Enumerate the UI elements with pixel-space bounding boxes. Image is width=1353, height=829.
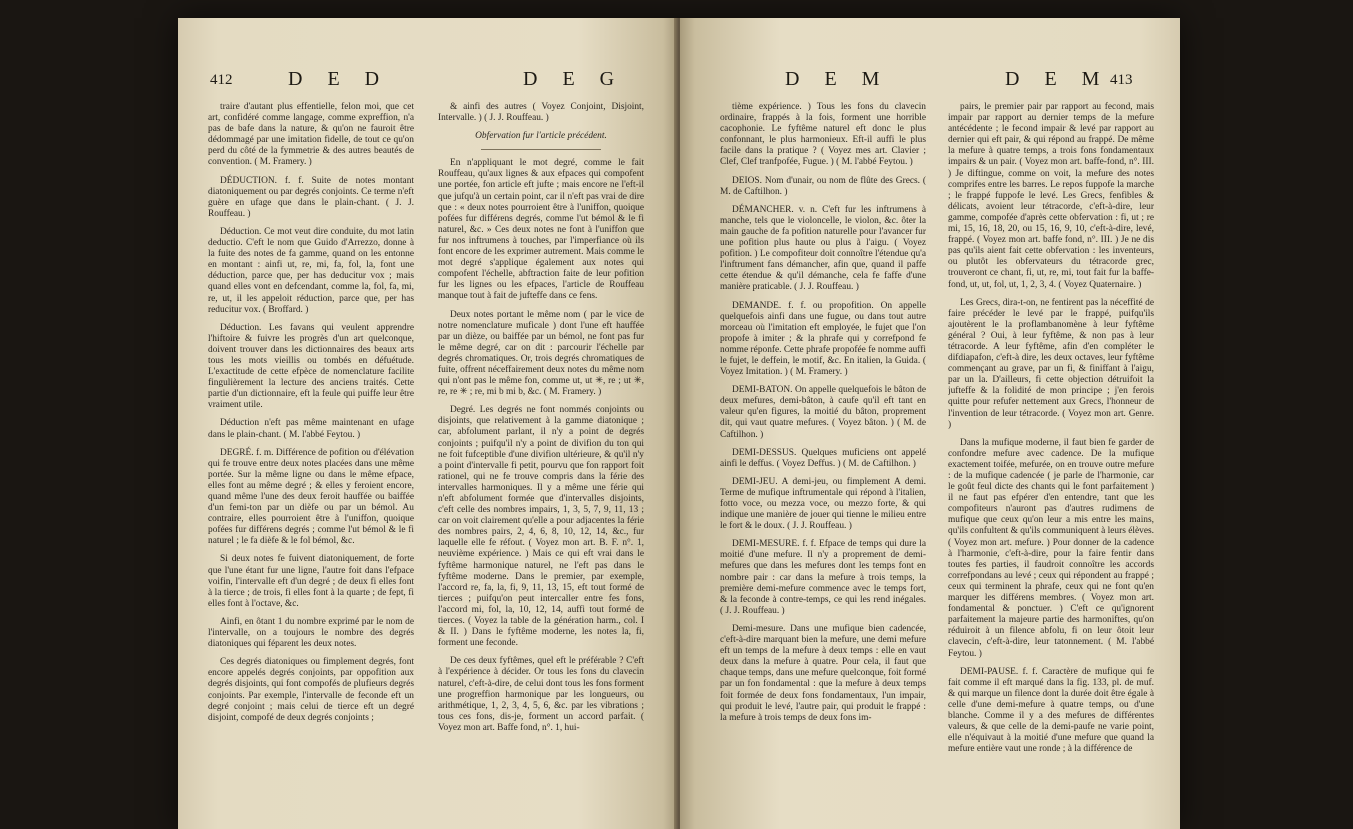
paragraph: & ainfi des autres ( Voyez Conjoint, Disjoint, Intervalle. ) ( J. J. Rouffeau. ) (438, 102, 644, 124)
paragraph: DEGRÉ. f. m. Différence de pofition ou d'élévation qui fe trouve entre deux notes placées dans une même portée. Sur la même ligne ou dans le même efpace, elles font au même degré ; & elles y feroient encore, quand même l'une des deux feroit hauffée ou baiffée d'un femi-ton par un dièfe ou par un bémol. Au contraire, elles pourroient être à l'uniffon, quoique pofées fur différens degrés ; comme l'ut bémol & le fi naturel ; le fa dièfe & le fol bémol, &c. (208, 447, 414, 547)
page-number: 413 (1110, 72, 1133, 88)
paragraph: De ces deux fyftêmes, quel eft le préférable ? C'eft à l'expérience à décider. Or tous les fons du clavecin naturel, c'eft-à-dire, de celui dont tous les fons forment une progreffion harmonique par les longueurs, ou arithmétique, 1, 2, 3, 4, 5, 6, &c. par les vibrations ; tous ces fons, dis-je, forment un accord parfait. ( Voyez mon art. Baffe fond, n°. 1, hui- (438, 656, 644, 733)
paragraph: Déduction. Ce mot veut dire conduite, du mot latin deductio. C'eft le nom que Guido d'Arrezzo, donne à la fuite des notes de fa gamme, quand on les entonne en montant : ainfi ut, re, mi, fa, fol, la, font une déduction, parce que, per has deducitur vox ; mais quand elles vont en defcendant, comme la, fol, fa, mi, re, ut, il les appeloit réduction, parce que, per has reducitur vox. ( Broffard. ) (208, 226, 414, 315)
paragraph: Ainfi, en ôtant 1 du nombre exprimé par le nom de l'intervalle, on a toujours le nombre des degrés diatoniques qui féparent les deux notes. (208, 616, 414, 650)
running-head-right: D E G (523, 68, 625, 90)
paragraph: DEMI-BATON. On appelle quelquefois le bâton de deux mefures, demi-bâton, à caufe qu'il eft tant en valeur qu'en figures, la moitié du bâton, proprement dit, qui vaut quatre mefures. ( Voyez bâton. ) ( M. de Caftilhon. ) (720, 385, 926, 440)
right-page-header (680, 68, 1180, 94)
paragraph: DEMI-JEU. A demi-jeu, ou fimplement A demi. Terme de mufique inftrumentale qui répond à l'italien, fotto voce, ou mezza voce, ou mezzo forte, & qui indique une manière de jouer qui tienne le milieu entre le fort & le doux. ( J. J. Rouffeau. ) (720, 476, 926, 532)
page-number: 412 (210, 72, 233, 88)
paragraph: Ces degrés diatoniques ou fimplement degrés, font encore appelés degrés conjoints, par oppofition aux degrés disjoints, qui font compofés de plufieurs degrés conjoints. Par exemple, l'intervalle de feconde eft un degré conjoint ; mais celui de tierce eft un degré disjoint, compofé de deux degrés conjoints ; (208, 657, 414, 723)
paragraph: Degré. Les degrés ne font nommés conjoints ou disjoints, que relativement à la gamme diatonique ; car, abfolument parlant, il n'y a point de degrés conjoints ; puifqu'il n'y a point de divifion du ton qui ne foit fufceptible d'une divifion ultérieure, & qu'il n'y a point d'intervalle fi petit, pourvu que fon rapport foit rationel, qui ne fe trouve compris dans la férie des intervalles harmoniques. Il y a même une férie qui n'eft abfolument formée que d'intervalles disjoints, c'eft celle des nombres impairs, 1, 3, 5, 7, 9, 11, 13 ; car on voit clairement qu'elle a pour adjacentes la férie des nombres pairs, 2, 4, 6, 8, 10, 12, 14, &c., fur laquelle elle fe réfout. ( Voyez mon art. B. F. n°. 1, neuvième expérience. ) Mais ce qui eft vrai dans le fyftême harmonique naturel, ne l'eft pas dans le fyftême moderne. Dans le premier, par exemple, l'accord re, fa, la, fi, 9, 11, 13, 15, eft tout formé de tierces ; puifqu'on peut intercaller entre fes fons, l'accord mi, fol, la, 10, 12, 14, auffi tout formé de tierces. ( Voyez la table de la génération harm., col. I & II. ) Dans le fyftême moderne, les notes la, fi, forment une feconde. (438, 405, 644, 649)
paragraph: tième expérience. ) Tous les fons du clavecin ordinaire, frappés à la fois, forment une horrible cacophonie. Le fyftême naturel eft donc le plus confonnant, le plus harmonieux. Eft-il auffi le plus facile dans la pratique ? ( Voyez mes art. Clavier ; Clef, Clef tranfpofée, Fugue. ) ( M. l'abbé Feytou. ) (720, 102, 926, 168)
paragraph: Déduction n'eft pas même maintenant en ufage dans le plain-chant. ( M. l'abbé Feytou. ) (208, 418, 414, 440)
divider (481, 149, 601, 150)
paragraph: DÉDUCTION. f. f. Suite de notes montant diatoniquement ou par degrés conjoints. Ce terme n'eft guère en ufage que dans le plain-chant. ( J. J. Rouffeau. ) (208, 175, 414, 219)
paragraph: Les Grecs, dira-t-on, ne fentirent pas la néceffité de faire précéder le levé par le frappé, puifqu'ils ajoutèrent le la proflambanomène à leur fyftême général ? Oui, à leur fyftême, & non pas à leur tétracorde. A leur fyftême, afin d'en compléter le difdiapafon, c'eft-à dire, les deux octaves, leur fyftême commençant au grave, par un fi, & finiffant à l'aigu, par un la. D'ailleurs, fi cette objection détruifoit la jufteffe & la folidité de mon principe ; j'en ferois quitte pour refufer nettement aux Grecs, l'honneur de l'invention de leur tétracorde. ( Voyez mon art. Genre. ) (948, 297, 1154, 430)
book-spread (178, 18, 1180, 829)
paragraph: DÉMANCHER. v. n. C'eft fur les inftrumens à manche, tels que le violoncelle, le violon, &c. ôter la main gauche de fa pofition naturelle pour l'avancer fur une pofition plus haute ou plus à l'aigu. ( Voyez pofition. ) Le compofiteur doit connoître l'étendue qu'a l'inftrument fans démancher, afin que, quand il paffe cette étendue & qu'il démanche, cela fe faffe d'une manière praticable. ( J. J. Rouffeau. ) (720, 204, 926, 293)
paragraph: pairs, le premier pair par rapport au fecond, mais impair par rapport au dernier temps de la mefure antécédente ; le fecond impair & levé par rapport au dernier qui eft pair, & qui répond au frappé. De même la mefure à quatre temps, a trois fons fondamentaux impairs & un pair. ( Voyez mon art. baffe-fond, n°. III. ) Je diftingue, comme on voit, la mefure des notes comprifes entre les barres. Le repos fuppofe la marche ; le frappé fuppofe le levé. Les Grecs, fenfibles & délicats, avoient leur tétracorde, c'eft-à-dire, leur gamme, compofée d'après cette obfervation : fi, ut ; re mi, 15, 16, 18, 20, ou 15, 16, 9, 10, c'eft-à-dire, levé, frappé. ( Voyez mon art. baffe fond, n°. III. ) Je ne dis pas qu'ils aient fait cette obfervation : les inventeurs, ou plutôt les obfervateurs du tétracorde grec, trouveront ce chant, fi, ut, re, mi, tout fait fur la baffe-fond, ut, ut, fol, ut, 1, 2, 3, 4. ( Voyez Quaternaire. ) (948, 102, 1154, 290)
running-head-left: D E M (785, 68, 890, 90)
left-page (178, 18, 678, 829)
paragraph: Dans la mufique moderne, il faut bien fe garder de confondre mefure avec cadence. De la mufique exactement toifée, mefurée, on en trouve outre mefure : de la mufique cadencée ( je parle de l'harmonie, car le goût feul dicte des chants qui le font parfaitement ) il ne faut pas efpérer d'en entendre, tant que les compofiteurs n'auront pas d'autres rudimens de mufique que ceux qu'on leur a mis entre les mains, qu'ils confultent & qu'ils communiquent à leurs élèves. ( Voyez mon art. mefure. ) Pour donner de la cadence à l'harmonie, c'eft-à-dire, pour la faire fentir dans toutes fes parties, il faudroit connoître les accords correfpondans au levé ; ceux qui répondent au frappé ; ceux qui terminent la phrafe, ceux qui ne font qu'en marquer les différens membres. ( Voyez mon art. fondamental & ponctuer. ) C'eft ce qu'ignorent parfaitement la majeure partie des harmoniftes, qu'on réduiroit à un filence abfolu, fi on leur ôtoit leur clavecin, c'eft-à-dire, leur tatonnement. ( M. l'abbé Feytou. ) (948, 437, 1154, 659)
paragraph: DEMI-DESSUS. Quelques muficiens ont appelé ainfi le deffus. ( Voyez Deffus. ) ( M. de Caftilhon. ) (720, 447, 926, 469)
section-title: Obfervation fur l'article précédent. (475, 131, 607, 142)
left-page-column-2 (438, 102, 644, 812)
left-page-header (178, 68, 678, 94)
paragraph: En n'appliquant le mot degré, comme le fait Rouffeau, qu'aux lignes & aux efpaces qui compofent une portée, fon article eft jufte ; mais encore ne l'eft-il que jufqu'à un certain point, car il n'eft pas vrai de dire que : « deux notes pourroient être à l'uniffon, quoique pofées fur différens degrés, comme l'ut bémol & le fi naturel, &c. » Ces deux notes ne font à l'uniffon que fur nos inftrumens à touches, par l'imperfiance où ils font encore de les exprimer autrement. Mais comme le mot degré s'applique également aux notes qui compofent l'échelle, abftraction faite de leur pofition fur les lignes ou les efpaces, l'article de Rouffeau manque tout à fait de jufteffe dans ce fens. (438, 158, 644, 302)
right-page (680, 18, 1180, 829)
paragraph: DEIOS. Nom d'unair, ou nom de flûte des Grecs. ( M. de Caftilhon. ) (720, 175, 926, 197)
paragraph: traire d'autant plus effentielle, felon moi, que cet art, confidéré comme langage, comme expreffion, n'a pas de bafe dans la nature, & qu'on ne fauroit être dédommagé par une imitation fidelle, de tout ce qu'on perd du côté de la fymmetrie & des autres beautés de convention. ( M. Framery. ) (208, 102, 414, 168)
right-page-column-2 (948, 102, 1154, 812)
left-page-column-1 (208, 102, 414, 812)
paragraph: DEMI-PAUSE. f. f. Caractère de mufique qui fe fait comme il eft marqué dans la fig. 133, pl. de muf. & qui marque un filence dont la durée doit être égale à celle d'une demi-mefure à quatre temps, ou d'une blanche. Comme il y a des mefures de différentes valeurs, & que celle de la demi-paufe ne varie point, elle n'équivaut à la moitié d'une mefure que quand la mefure entière vaut une ronde ; à la différence de (948, 666, 1154, 755)
paragraph: Déduction. Les favans qui veulent apprendre l'hiftoire & fuivre les progrès d'un art quelconque, doivent trouver dans les dictionnaires des beaux arts tous les mots vieillis ou tombés en défuétude. L'exactitude de cette efpèce de nomenclature facilite fingulièrement la lecture des anciens traités. Cette partie d'un dictionnaire, eft la feule qui puiffe leur être vraiment utile. (208, 322, 414, 411)
paragraph: Demi-mesure. Dans une mufique bien cadencée, c'eft-à-dire marquant bien la mefure, une demi mefure eft un temps de la mefure à deux temps : elle en vaut deux dans la mefure à quatre. Pour cela, il faut que chaque temps, dans une mefure quelconque, foit formé par un fon fondamental : que la mefure à deux temps foit formée de deux fons fondamentaux, l'un impair, qui produit le levé, l'autre pair, qui produit le frappé : la mefure à trois temps de deux fons im- (720, 623, 926, 723)
paragraph: DEMI-MESURE. f. f. Efpace de temps qui dure la moitié d'une mefure. Il n'y a proprement de demi-mefures que dans les mefures dont les temps font en nombre pair : car dans la mefure à trois temps, la première demi-mefure commence avec le temps fort, & la feconde à contre-temps, ce qui les rend inégales. ( J. J. Rouffeau. ) (720, 539, 926, 616)
paragraph: Deux notes portant le même nom ( par le vice de notre nomenclature muficale ) dont l'une eft hauffée par un dièze, ou baiffée par un bémol, ne font pas fur le même degré, car on dit : parcourir l'échelle par degrés chromatiques. Or, trois degrés chromatiques de fuite, offrent néceffairement deux notes du même nom qui n'ont pas le même fon, comme ut, ut ✳, re ; ut ✳, re, re ✳ ; re, mi b mi b, &c. ( M. Framery. ) (438, 309, 644, 398)
paragraph: Si deux notes fe fuivent diatoniquement, de forte que l'une étant fur une ligne, l'autre foit dans l'efpace voifin, l'intervalle eft d'un degré ; de deux fi elles font à la tierce ; de trois, fi elles font à la quarte ; de fept, fi elles font à l'octave, &c. (208, 554, 414, 609)
right-page-column-1 (720, 102, 926, 812)
running-head-right: D E M (1005, 68, 1110, 90)
paragraph: DEMANDE. f. f. ou propofition. On appelle quelquefois ainfi dans une fugue, ou dans tout autre morceau où l'imitation eft employée, le fujet que l'on propofe à imiter ; & la phrafe qui y correfpond fe nomme réponfe. Cette phrafe propofée fe nomme auffi le fujet, le deffein, le motif, &c. En italien, la Guida. ( Voyez Imitation. ) ( M. Framery. ) (720, 300, 926, 378)
running-head-left: D E D (288, 68, 390, 90)
